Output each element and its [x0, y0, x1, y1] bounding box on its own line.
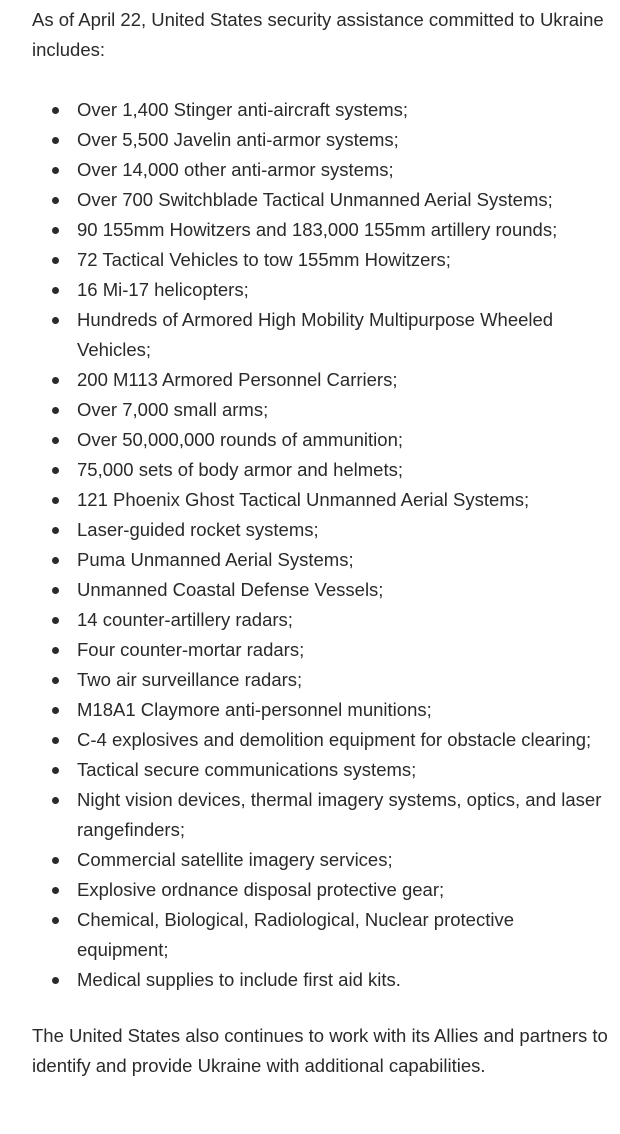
list-item-text: Over 14,000 other anti-armor systems; [77, 159, 394, 180]
list-item [32, 125, 608, 155]
list-item-text: C-4 explosives and demolition equipment for obstacle clearing; [77, 729, 592, 750]
list-item-text: 90 155mm Howitzers and 183,000 155mm artillery rounds; [77, 219, 558, 240]
list-item-text: Medical supplies to include first aid kits. [77, 969, 401, 990]
bullet-icon [52, 437, 59, 444]
bullet-icon [52, 377, 59, 384]
list-item [32, 965, 608, 995]
bullet-icon [52, 617, 59, 624]
list-item-text: Four counter-mortar radars; [77, 639, 305, 660]
list-item [32, 275, 608, 305]
list-item [32, 575, 608, 605]
bullet-icon [52, 677, 59, 684]
bullet-icon [52, 887, 59, 894]
list-item-text: Tactical secure communications systems; [77, 759, 417, 780]
list-item-text: Over 700 Switchblade Tactical Unmanned Aerial Systems; [77, 189, 553, 210]
list-item [32, 395, 608, 425]
list-item-text: Over 5,500 Javelin anti-armor systems; [77, 129, 399, 150]
list-item [32, 725, 608, 755]
bullet-icon [52, 107, 59, 114]
list-item-text: Over 1,400 Stinger anti-aircraft systems; [77, 99, 409, 120]
intro-paragraph: As of April 22, United States security assistance committed to Ukraine includes: [32, 9, 604, 60]
bullet-icon [52, 557, 59, 564]
list-item [32, 545, 608, 575]
bullet-icon [52, 467, 59, 474]
list-item [32, 95, 608, 125]
bullet-icon [52, 737, 59, 744]
bullet-icon [52, 497, 59, 504]
list-item-text: Puma Unmanned Aerial Systems; [77, 549, 354, 570]
list-item-text: Commercial satellite imagery services; [77, 849, 393, 870]
list-item [32, 185, 608, 215]
list-item-text: Chemical, Biological, Radiological, Nuclear protective equipment; [77, 909, 515, 960]
list-item [32, 425, 608, 455]
list-item [32, 905, 608, 965]
list-item-text: Unmanned Coastal Defense Vessels; [77, 579, 384, 600]
assistance-list [32, 95, 608, 995]
list-item [32, 695, 608, 725]
list-item-text: Two air surveillance radars; [77, 669, 303, 690]
list-item-text: Explosive ordnance disposal protective gear; [77, 879, 445, 900]
bullet-icon [52, 767, 59, 774]
bullet-icon [52, 977, 59, 984]
list-item-text: Over 50,000,000 rounds of ammunition; [77, 429, 403, 450]
bullet-icon [52, 527, 59, 534]
bullet-icon [52, 257, 59, 264]
list-item [32, 455, 608, 485]
list-item [32, 875, 608, 905]
list-item-text: Over 7,000 small arms; [77, 399, 269, 420]
list-item [32, 635, 608, 665]
list-item [32, 485, 608, 515]
list-item [32, 665, 608, 695]
bullet-icon [52, 587, 59, 594]
list-item [32, 365, 608, 395]
list-item [32, 515, 608, 545]
list-item-text: Laser-guided rocket systems; [77, 519, 319, 540]
bullet-icon [52, 407, 59, 414]
list-item [32, 215, 608, 245]
list-item [32, 245, 608, 275]
bullet-icon [52, 137, 59, 144]
list-item-text: 121 Phoenix Ghost Tactical Unmanned Aerial Systems; [77, 489, 530, 510]
list-item [32, 755, 608, 785]
list-item-text: 72 Tactical Vehicles to tow 155mm Howitzers; [77, 249, 451, 270]
list-item-text: M18A1 Claymore anti-personnel munitions; [77, 699, 432, 720]
closing-paragraph: The United States also continues to work with its Allies and partners to identify and provide Ukraine with additional capabilities. [32, 1025, 608, 1076]
bullet-icon [52, 647, 59, 654]
bullet-icon [52, 917, 59, 924]
list-item [32, 785, 608, 845]
bullet-icon [52, 197, 59, 204]
list-item-text: 200 M113 Armored Personnel Carriers; [77, 369, 398, 390]
list-item [32, 155, 608, 185]
bullet-icon [52, 797, 59, 804]
list-item [32, 605, 608, 635]
list-item [32, 305, 608, 365]
list-item-text: Night vision devices, thermal imagery systems, optics, and laser rangefinders; [77, 789, 602, 840]
bullet-icon [52, 227, 59, 234]
bullet-icon [52, 287, 59, 294]
bullet-icon [52, 707, 59, 714]
list-item-text: 75,000 sets of body armor and helmets; [77, 459, 403, 480]
list-item [32, 845, 608, 875]
bullet-icon [52, 317, 59, 324]
bullet-icon [52, 167, 59, 174]
bullet-icon [52, 857, 59, 864]
list-item-text: Hundreds of Armored High Mobility Multipurpose Wheeled Vehicles; [77, 309, 554, 360]
list-item-text: 14 counter-artillery radars; [77, 609, 293, 630]
list-item-text: 16 Mi-17 helicopters; [77, 279, 249, 300]
